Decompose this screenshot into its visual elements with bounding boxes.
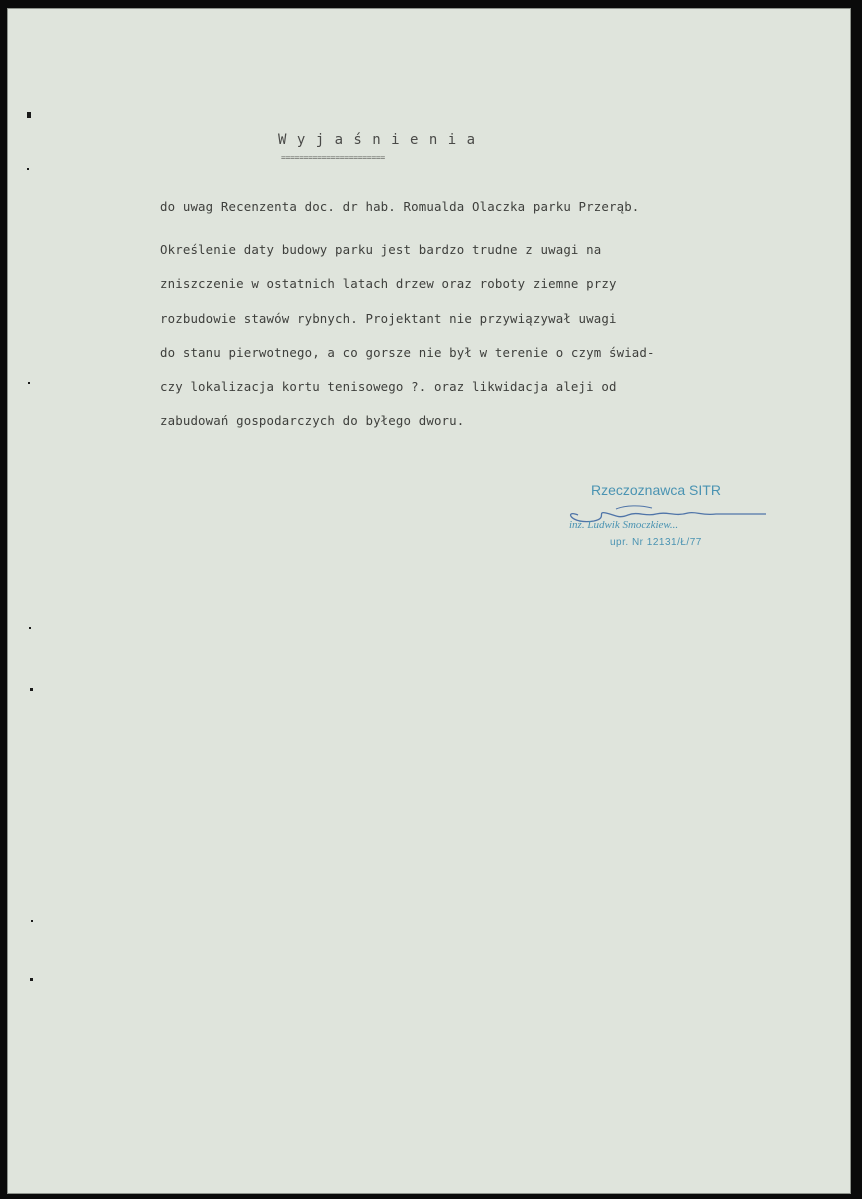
document-page <box>7 8 851 1194</box>
body-line-6: czy lokalizacja kortu tenisowego ?. oraz likwidacja alejі od <box>160 379 617 394</box>
body-line-5: do stanu pierwotnego, a co gorsze nie był w terenie o czym świad- <box>160 345 655 360</box>
margin-mark <box>27 168 29 170</box>
stamp-registration: upr. Nr 12131/Ł/77 <box>610 537 702 548</box>
margin-mark <box>30 978 33 981</box>
body-line-4: rozbudowie stawów rybnych. Projektant nie przywiązywał uwagi <box>160 311 617 326</box>
margin-mark <box>29 627 31 629</box>
margin-mark <box>30 688 33 691</box>
body-line-1: do uwag Recenzenta doc. dr hab. Romualda Olaczka parku Przerąb. <box>160 199 640 214</box>
body-line-7: zabudowań gospodarczych do byłego dworu. <box>160 413 465 428</box>
stamp-title: Rzeczoznawca SITR <box>591 482 721 498</box>
body-line-2: Określenie daty budowy parku jest bardzo trudne z uwagi na <box>160 242 602 257</box>
document-title: W y j a ś n i e n i a <box>278 132 477 148</box>
margin-mark <box>28 382 30 384</box>
stamp-name: inż. Ludwik Smoczkiew... <box>569 519 679 531</box>
body-line-3: zniszczenie w ostatnich latach drzew oraz roboty ziemne przy <box>160 276 617 291</box>
title-underline: ======================= <box>281 153 385 162</box>
margin-mark <box>27 112 31 118</box>
margin-mark <box>31 920 33 922</box>
